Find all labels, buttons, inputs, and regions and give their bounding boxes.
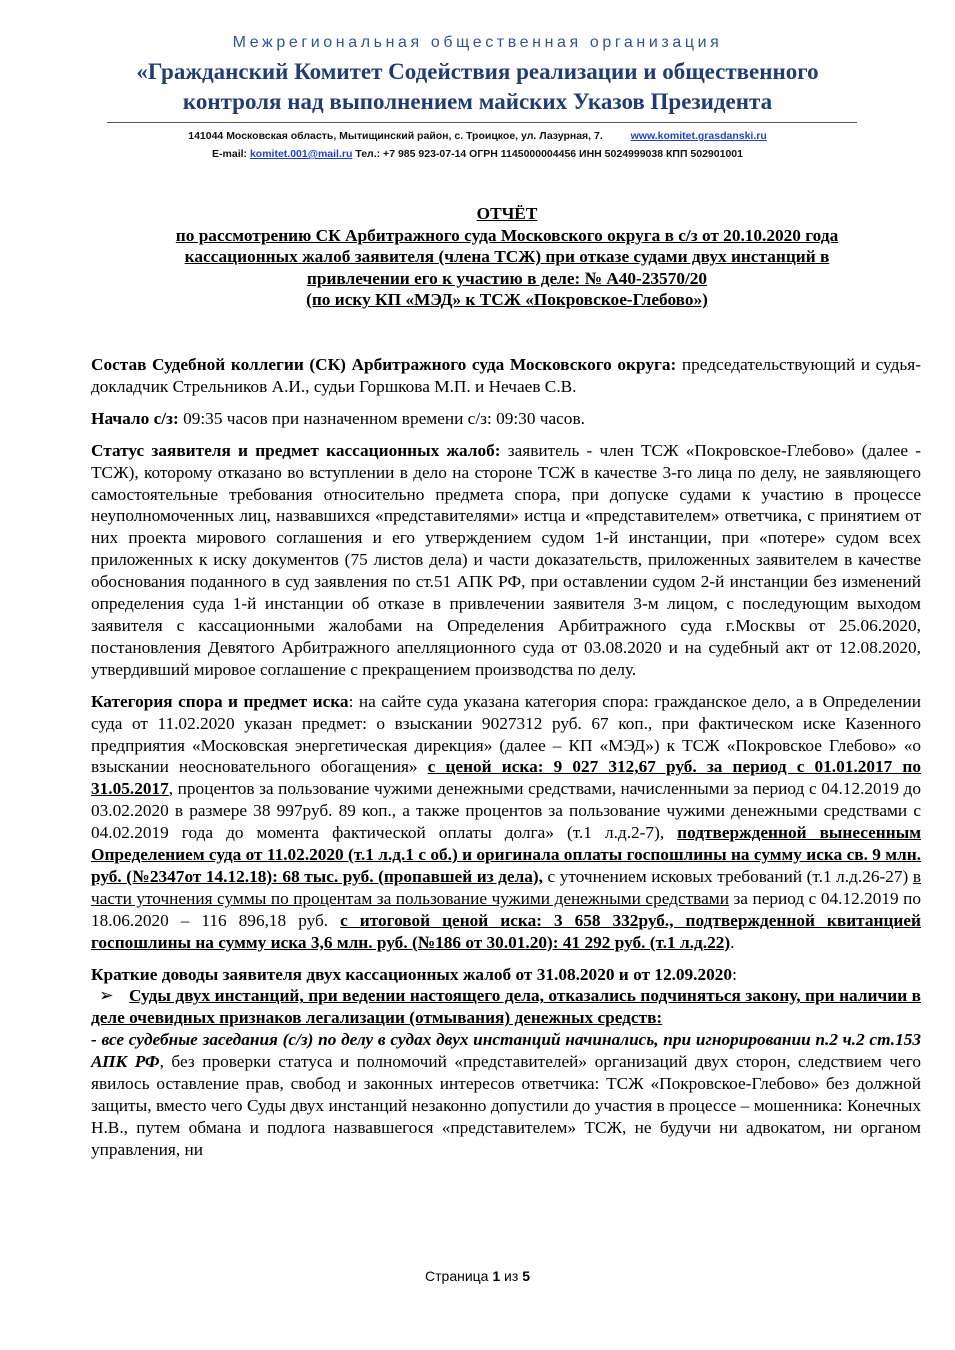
org-title-line2: контроля над выполнением майских Указов Президента: [182, 89, 773, 114]
org-title-line1: «Гражданский Комитет Содействия реализации и общественного: [136, 59, 819, 84]
category-text-1: : на сайте суда указана категория спора: гражданское дело, а в Определении суда от 11.02.2020 указан предмет: о взыскании 9027312 руб. 67 коп., при фактическом иске Казенного предприятия «Московская энергетическая дирекция» (далее – КП «МЭД») к ТСЖ «Покровское Глебово» «о взыскании неосновательного обогащения»: [91, 691, 921, 777]
arrow-bullet-icon: ➢: [99, 986, 114, 1006]
start-text: 09:35 часов при назначенном времени с/з: 09:30 часов.: [183, 408, 585, 428]
letterhead-divider: [107, 122, 857, 123]
registry-info: Тел.: +7 985 923-07-14 ОГРН 1145000004456 ИНН 5024999038 КПП 502901001: [355, 148, 743, 160]
arguments-colon: :: [732, 964, 737, 984]
category-text-5: .: [730, 932, 735, 952]
report-title: ОТЧЁТ: [476, 204, 538, 223]
org-kicker: Межрегиональная общественная организация: [232, 34, 723, 51]
page-footer: [0, 1268, 955, 1284]
interest-clarification: в части уточнения суммы по процентам за пользование чужими денежными средствами: [91, 866, 921, 908]
status-label: Статус заявителя и предмет кассационных жалоб:: [91, 440, 501, 460]
argument-bullet-text: Суды двух инстанций, при ведении настоящего дела, отказались подчиняться закону, при наличии в деле очевидных признаков легализации (отмывания) денежных средств:: [91, 986, 921, 1028]
start-label: Начало с/з:: [91, 408, 179, 428]
section-start: [91, 408, 921, 430]
claim-price-final: с итоговой ценой иска: 3 658 332руб., подтвержденной квитанцией госпошлины на сумму иска 3,6 млн. руб. (№186 от 30.01.20): 41 292 руб. (т.1 л.д.22): [91, 910, 921, 952]
report-heading: [118, 203, 896, 311]
org-title: [60, 57, 895, 117]
website-link[interactable]: www.komitet.grasdanski.ru: [630, 130, 767, 142]
report-heading-line4: (по иску КП «МЭД» к ТСЖ «Покровское-Глебово»): [306, 290, 708, 309]
footer-page-word: Страница: [425, 1268, 489, 1284]
claim-price-initial: с ценой иска: 9 027 312,67 руб. за период с 01.01.2017 по 31.05.2017: [91, 757, 921, 799]
report-heading-line2: кассационных жалоб заявителя (члена ТСЖ) при отказе судами двух инстанций в: [184, 247, 830, 266]
arguments-label: Краткие доводы заявителя двух кассационных жалоб от 31.08.2020 и от 12.09.2020: [91, 964, 733, 984]
section-composition: [91, 354, 921, 398]
composition-text: председательствующий и судья-докладчик Стрельников А.И., судьи Горшкова М.П. и Нечаев С.В.: [91, 355, 921, 396]
argument-italic: - все судебные заседания (с/з) по делу в судах двух инстанций начинались, при игнорировании п.2 ч.2 ст.153 АПК РФ: [91, 1030, 921, 1072]
section-category: [91, 691, 921, 954]
category-text-2: , процентов за пользование чужими денежными средствами, начисленными за период с 04.12.2019 до 03.02.2020 в размере 38 997руб. 89 коп., а также процентов за пользование чужими денежными средствами с 04.02.2019 года до момента фактической оплаты долга» (т.1 л.д.2-7),: [91, 779, 921, 843]
category-label: Категория спора и предмет иска: [91, 691, 349, 711]
status-text: заявитель - член ТСЖ «Покровское-Глебово» (далее - ТСЖ), которому отказано во вступлении в дело на стороне ТСЖ в качестве 3-го лица по делу, не заявляющего самостоятельные требования относительно предмета спора, при допуске судами к участию в процессе неуполномоченных лиц, назвавшихся «представителями» истца и «представителем» ответчика, с принятием от них проекта мирового соглашения и его утверждением судом 1-й инстанции, при «потере» судом всех приложенных к иску документов (75 листов дела) и части доказательств, приложенных заявителем в качестве обоснования поданного в суд заявления по ст.51 АПК РФ, при оставлении судом 2-й инстанции без изменений определения суда 1-й инстанции об отказе в привлечении заявителя 3-м лицом, с последующим выходом заявителя с кассационными жалобами на Определения Арбитражного суда г.Москвы от 25.06.2020, постановления Девятого Арбитражного апелляционного суда от 03.08.2020 и на судебный акт от 12.08.2020, утвердивший мировое соглашение с прекращением производства по делу.: [91, 440, 921, 679]
footer-of-word: из: [504, 1268, 519, 1284]
email-link[interactable]: komitet.001@mail.ru: [249, 148, 353, 160]
court-ruling-confirmation: подтвержденной вынесенным Определением суда от 11.02.2020 (т.1 л.д.1 с об.) и оригинала оплаты госпошлины на сумму иска св. 9 млн. руб. (№2347от 14.12.18): 68 тыс. руб. (пропавшей из дела),: [91, 823, 921, 886]
argument-text: , без проверки статуса и полномочий «представителей» организаций двух сторон, следствием чего явилось оставление прав, свобод и законных интересов ответчика: ТСЖ «Покровское-Глебово» без должной защиты, вместо чего Суды двух инстанций незаконно допустили до участия в процессе – мошенника: Конечных Н.В., путем обмана и подлога назвавшегося «представителем» ТСЖ, не будучи ни адвокатом, ни органом управления, ни: [91, 1052, 921, 1159]
category-text-4: за период с 04.12.2019 по 18.06.2020 – 116 896,18 руб.: [91, 888, 921, 930]
contact-line-registry: [0, 148, 955, 160]
argument-bullet: [91, 986, 921, 1027]
footer-page-number: 1: [492, 1268, 501, 1284]
report-heading-line3: привлечении его к участию в деле: № А40-23570/20: [306, 268, 708, 288]
contact-line-address: [0, 130, 955, 142]
section-status: [91, 440, 921, 681]
category-text-3: с уточнением исковых требований (т.1 л.д.26-27): [543, 866, 913, 886]
composition-label: Состав Судебной коллегии (СК) Арбитражного суда Московского округа:: [91, 355, 677, 374]
report-body: [91, 354, 921, 1161]
email-label: E-mail:: [212, 148, 248, 160]
footer-page-total: 5: [522, 1268, 530, 1284]
section-arguments: [91, 964, 921, 1161]
org-address: 141044 Московская область, Мытищинский район, с. Троицкое, ул. Лазурная, 7.: [188, 130, 603, 142]
report-heading-line1: по рассмотрению СК Арбитражного суда Московского округа в с/з от 20.10.2020 года: [175, 225, 839, 245]
